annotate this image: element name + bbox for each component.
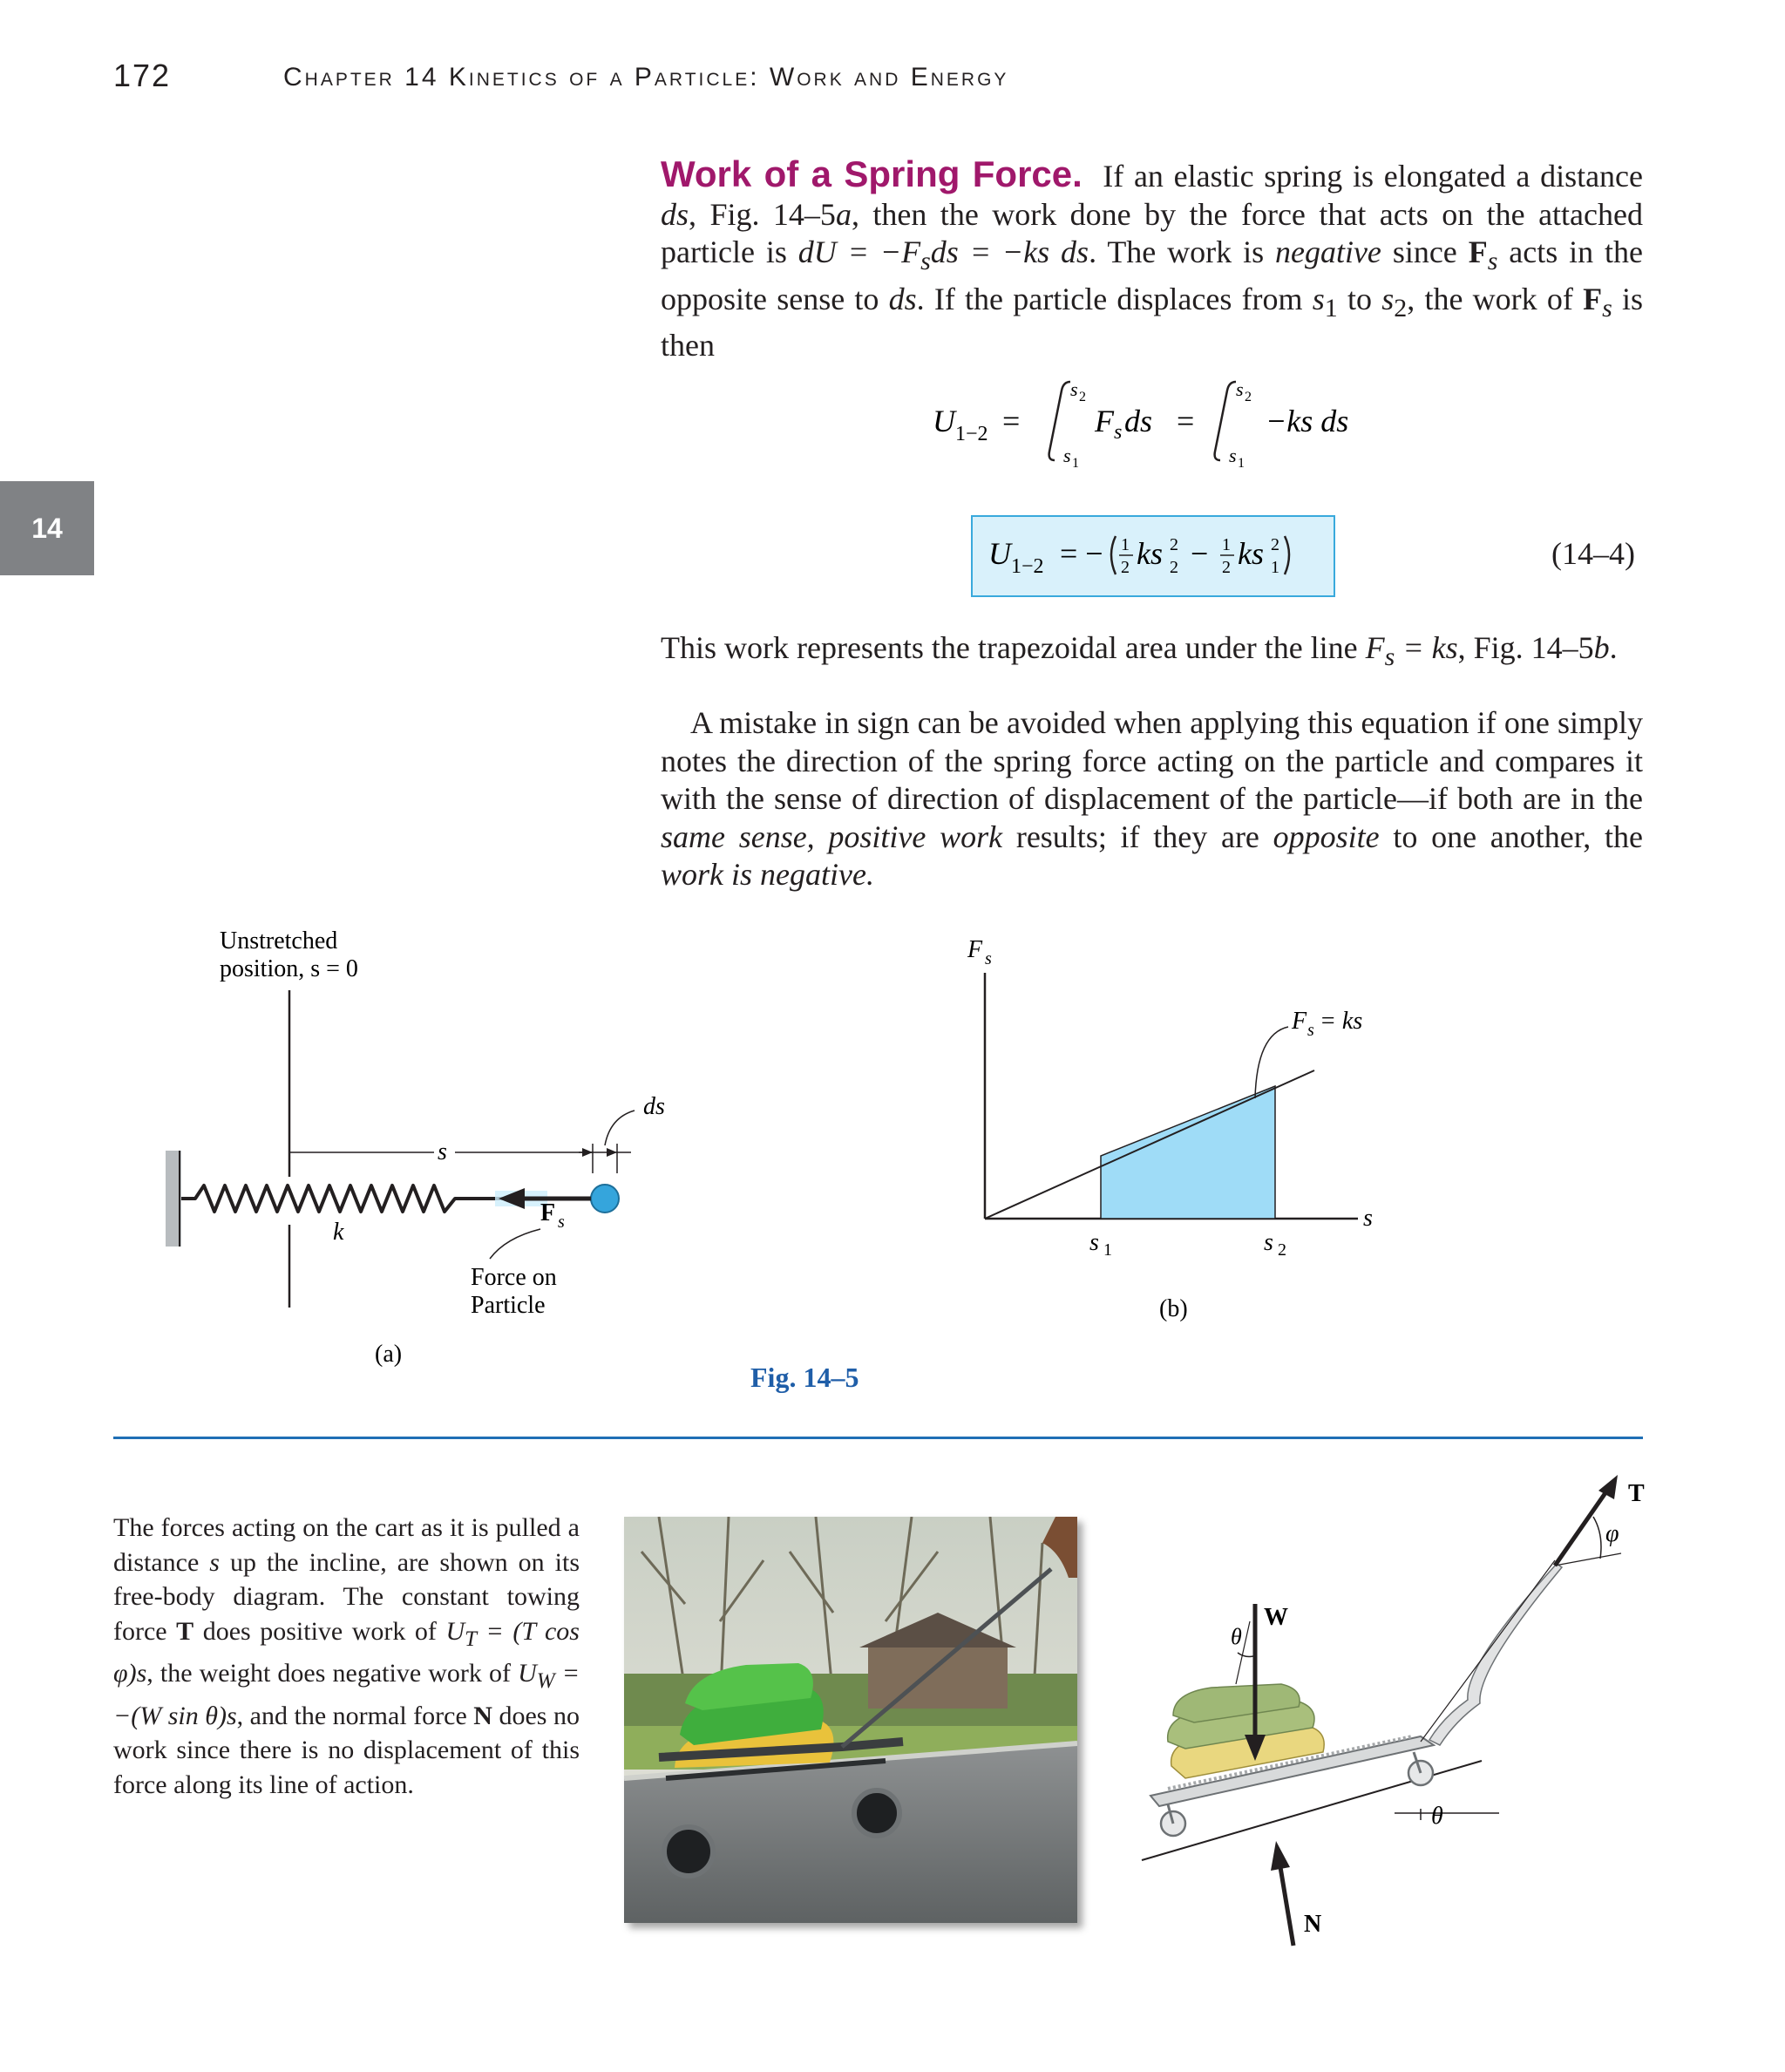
text-run: The forces acting on the cart as it is pulled a distance xyxy=(113,1513,580,1577)
cart-photo-image xyxy=(624,1517,1077,1923)
svg-text:s: s xyxy=(1307,1021,1314,1040)
text-run: same sense, positive work xyxy=(661,819,1003,854)
eq1-lhs: U xyxy=(933,404,955,438)
svg-text:1: 1 xyxy=(1103,1240,1112,1260)
svg-text:2: 2 xyxy=(1278,1240,1286,1260)
text-run: up the incline, are shown on its free-body diagram. The constant towing force xyxy=(113,1547,580,1646)
cart-free-body-diagram xyxy=(1133,1464,1656,1953)
svg-text:1: 1 xyxy=(1121,535,1130,554)
svg-text:2: 2 xyxy=(1271,535,1279,554)
text-run: ds xyxy=(888,281,917,316)
text-run: ds xyxy=(661,196,689,232)
text-run: F xyxy=(1365,630,1385,665)
axis-label-fs: F xyxy=(967,936,983,963)
sign-paragraph xyxy=(661,704,1643,894)
svg-text:2: 2 xyxy=(1170,535,1178,554)
text-run: . If the particle displaces from xyxy=(916,281,1313,316)
text-run: work is negative. xyxy=(661,857,874,892)
particle-ball xyxy=(591,1185,619,1213)
text-run: U xyxy=(445,1616,465,1646)
text-run: If an elastic spring is elongated a distance xyxy=(1103,159,1644,194)
text-run: T xyxy=(176,1616,194,1646)
equation-number: (14–4) xyxy=(1551,536,1635,571)
text-run: ds = −ks ds xyxy=(930,234,1089,269)
label-s: s xyxy=(438,1138,447,1165)
text-run: U xyxy=(518,1659,537,1688)
text-run: , Fig. 14–5 xyxy=(1457,630,1594,665)
text-run: = (T cos φ)s xyxy=(113,1616,580,1688)
tick-label-s2: s xyxy=(1264,1229,1273,1256)
svg-text:1: 1 xyxy=(1271,558,1279,577)
label-unstretched: Unstretched xyxy=(220,927,338,954)
text-run: . xyxy=(1609,630,1618,665)
svg-text:= −: = − xyxy=(1060,536,1103,571)
text-run: s xyxy=(209,1547,220,1577)
text-run: This work represents the trapezoidal area under the line xyxy=(661,630,1366,665)
photo-caption xyxy=(113,1511,580,1802)
svg-text:2: 2 xyxy=(1245,390,1252,404)
text-run: b xyxy=(1593,630,1610,665)
normal-force-arrow xyxy=(1271,1841,1290,1871)
text-run: to xyxy=(1337,281,1382,316)
text-run: A mistake in sign can be avoided when applying this equation if one simply notes the direction of the spring force acting on the particle and compares it with the sense of direction of displacement of the particle—if both are in the xyxy=(661,705,1643,816)
label-force-on: Force on xyxy=(471,1264,557,1291)
svg-text:s: s xyxy=(558,1213,565,1232)
eq1-lhs-sub: 1−2 xyxy=(955,423,988,445)
figure-title: Fig. 14–5 xyxy=(750,1362,859,1393)
svg-text:s: s xyxy=(1063,445,1071,466)
text-run: = −(W sin θ)s xyxy=(113,1659,580,1730)
label-phi: φ xyxy=(1605,1520,1619,1547)
svg-text:−: − xyxy=(1191,536,1209,571)
cart-handle xyxy=(1429,1564,1562,1745)
svg-text:1: 1 xyxy=(1072,456,1079,471)
text-run: does positive work of xyxy=(193,1616,446,1646)
label-particle: Particle xyxy=(471,1292,546,1319)
text-run: , Fig. 14–5 xyxy=(689,196,836,232)
figure-a-caption: (a) xyxy=(375,1341,403,1368)
section-heading: Work of a Spring Force. xyxy=(661,153,1083,194)
spring-coil xyxy=(181,1185,504,1212)
eq1-mid: F xyxy=(1095,404,1114,438)
svg-text:ks: ks xyxy=(1238,536,1264,571)
svg-text:=: = xyxy=(1177,404,1195,438)
svg-text:F: F xyxy=(1292,1008,1307,1035)
figure-a-spring-diagram xyxy=(157,915,697,1386)
eq1-mid-rest: ds xyxy=(1124,404,1153,438)
text-run: opposite xyxy=(1273,819,1380,854)
running-head: Chapter 14 Kinetics of a Particle: Work and Energy xyxy=(283,63,1009,92)
svg-text:2: 2 xyxy=(1121,558,1130,577)
text-run: , the weight does negative work of xyxy=(146,1659,519,1688)
text-run: is then xyxy=(661,281,1643,363)
text-run: , the work of xyxy=(1407,281,1584,316)
label-T: T xyxy=(1628,1480,1645,1507)
work-area-trapezoid xyxy=(1101,1086,1275,1219)
text-run: results; if they are xyxy=(1002,819,1273,854)
axis-label-s: s xyxy=(1363,1205,1373,1232)
svg-text:2: 2 xyxy=(1079,390,1086,404)
text-run: , then the work done by the force that acts on the attached particle is xyxy=(661,196,1643,269)
svg-text:s: s xyxy=(1236,378,1244,400)
section-rule xyxy=(113,1437,1643,1439)
svg-text:=: = xyxy=(1002,404,1021,438)
svg-text:ks: ks xyxy=(1137,536,1163,571)
tick-label-s1: s xyxy=(1089,1229,1099,1256)
label-ds: ds xyxy=(643,1093,665,1120)
eq2-lhs: U xyxy=(988,536,1011,571)
label-theta-incline: θ xyxy=(1431,1803,1443,1830)
label-k: k xyxy=(333,1219,344,1246)
svg-text:2: 2 xyxy=(1222,558,1231,577)
text-run: W xyxy=(536,1669,555,1693)
text-run: since xyxy=(1381,234,1469,269)
eq1-rhs: −ks ds xyxy=(1266,404,1349,438)
svg-text:1: 1 xyxy=(1222,535,1231,554)
label-force-fs: F xyxy=(540,1199,556,1226)
text-run: . The work is xyxy=(1089,234,1275,269)
text-run: a xyxy=(835,196,852,232)
label-W: W xyxy=(1264,1604,1288,1631)
label-theta-weight: θ xyxy=(1231,1624,1242,1649)
cart-photo xyxy=(624,1517,1077,1923)
text-run: to one another, the xyxy=(1379,819,1643,854)
work-integral-equation xyxy=(915,375,1403,471)
svg-text:s: s xyxy=(1114,421,1123,444)
text-run: = ks xyxy=(1395,630,1458,665)
text-run: F xyxy=(1468,234,1488,269)
svg-text:s: s xyxy=(1229,445,1237,466)
label-N: N xyxy=(1304,1911,1322,1938)
section-intro-paragraph: Work of a Spring Force. If an elastic spring is elongated a distance ds, Fig. 14–5a, then the work done by the force that acts on the attached particle is dU = $-F_sds = -ks$ ds. The work is negative since $F_s$ acts in the opposite sense to ds. If the particle displaces from $s_1$ to $s_2$, the work of $F_s$ is then xyxy=(661,153,1644,363)
svg-text:1−2: 1−2 xyxy=(1011,555,1044,578)
svg-text:s: s xyxy=(985,949,992,968)
text-run: T xyxy=(465,1627,478,1651)
text-run: N xyxy=(473,1701,492,1730)
text-run: acts in the opposite sense to xyxy=(661,234,1644,316)
text-run: dU = −F xyxy=(797,234,921,269)
svg-text:2: 2 xyxy=(1170,558,1178,577)
figure-b-caption: (b) xyxy=(1159,1295,1188,1322)
svg-text:s: s xyxy=(1070,378,1078,400)
spring-work-equation xyxy=(971,515,1334,595)
text-run: does no work since there is no displacement of this force along its line of action. xyxy=(113,1701,580,1799)
figure-b-force-graph xyxy=(941,924,1429,1334)
page-number: 172 xyxy=(113,58,172,93)
text-run: negative xyxy=(1274,234,1381,269)
text-run: , and the normal force xyxy=(236,1701,474,1730)
line-label: = ks xyxy=(1320,1008,1363,1035)
trapezoid-paragraph: This work represents the trapezoidal area under the line $F_s$ = ks, Fig. 14–5b. xyxy=(661,630,1618,672)
label-unstretched-position: position, s = 0 xyxy=(220,955,358,982)
svg-text:1: 1 xyxy=(1238,456,1245,471)
chapter-tab: 14 xyxy=(0,481,94,575)
